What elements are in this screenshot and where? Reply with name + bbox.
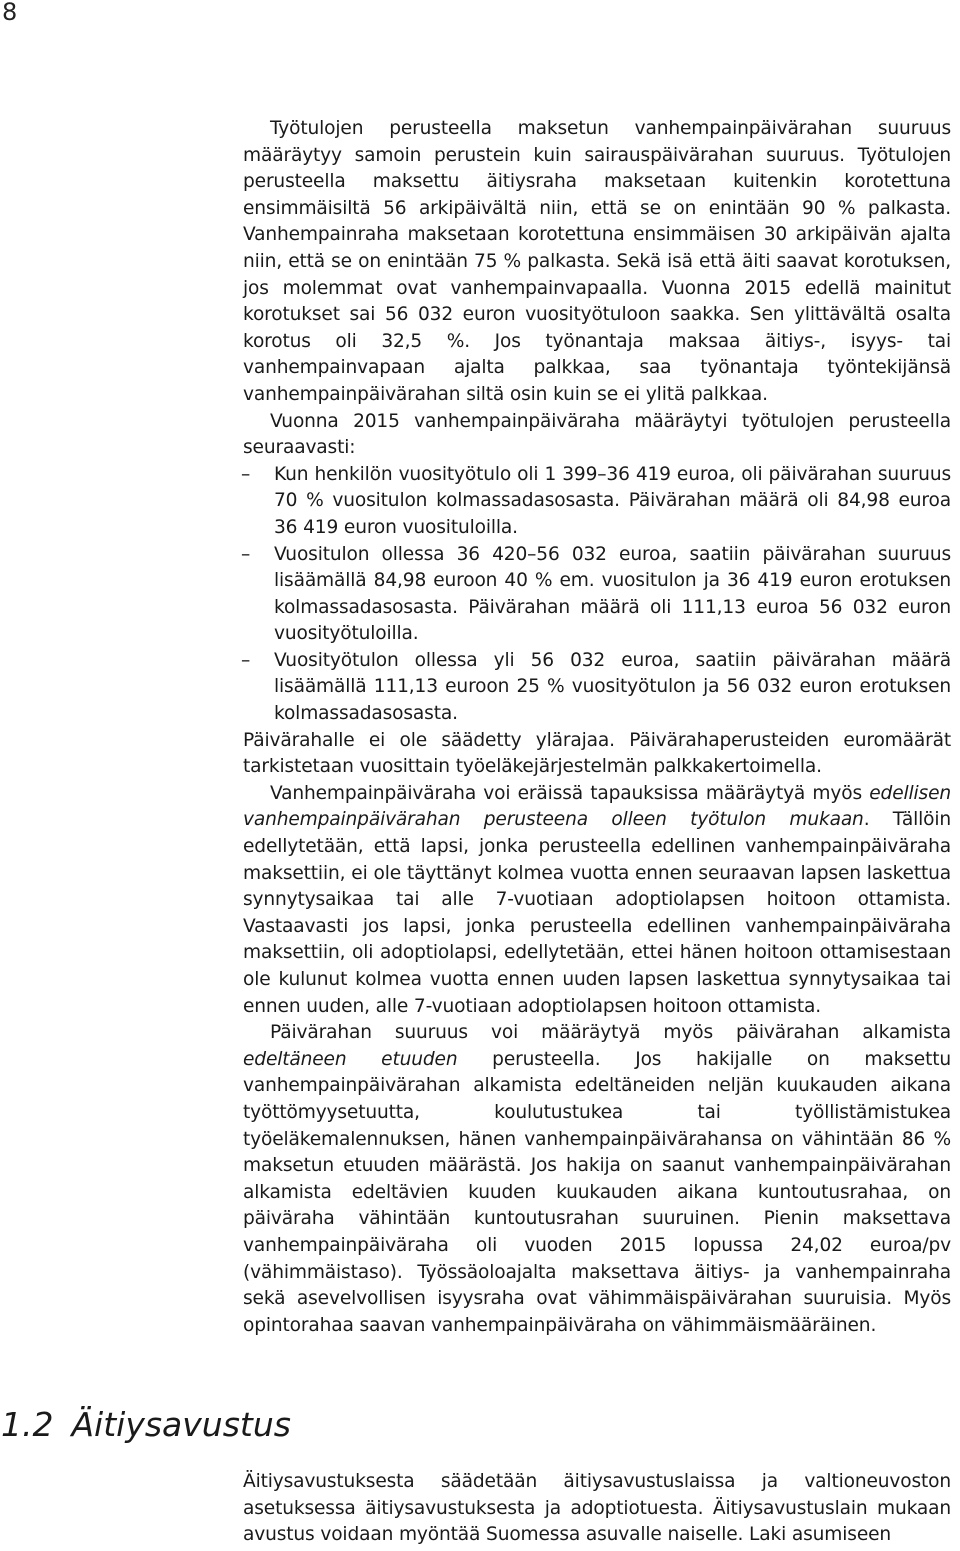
list-item-text: Kun henkilön vuosityötulo oli 1 399–36 419 euroa, oli päivärahan suuruus 70 % vuositulon kolmassadasosasta. Päivärahan määrä oli 84,98 euroa 36 419 euron vuosituloilla. <box>274 463 951 538</box>
paragraph-2015-determination: Vuonna 2015 vanhempainpäiväraha määräytyi työtulojen perusteella seuraavasti: <box>243 410 951 459</box>
emphasis-text: edeltäneen etuuden <box>243 1048 458 1070</box>
section-heading <box>1 1405 291 1444</box>
paragraph-text: Päivärahan suuruus voi määräytyä myös päivärahan alkamista <box>270 1022 951 1044</box>
section-title: Äitiysavustus <box>71 1405 291 1444</box>
paragraph-text: Vanhempainpäiväraha voi eräissä tapauksissa määräytyä myös <box>270 782 870 804</box>
page-number: 8 <box>2 0 18 26</box>
list-item <box>243 648 951 728</box>
paragraph-text: . Tällöin edellytetään, että lapsi, jonka perusteella edellinen vanhempainpäiväraha maksettiin, ei ole täyttänyt kolmea vuotta ennen seuraavan lapsen laskettua synnytysaikaa tai alle 7-vuotiaan adoptiolapsen hoitoon ottamista. Vastaavasti jos lapsi, jonka perusteella edellinen vanhempainpäiväraha maksettiin, oli adoptiolapsi, edellytetään, ettei hänen hoitoon ottamisestaan ole kulunut kolmea vuotta ennen uuden lapsen laskettua synnytysaikaa tai ennen uuden, alle 7-vuotiaan adoptiolapsen hoitoon ottamista. <box>243 809 951 1017</box>
paragraph-no-upper-limit: Päivärahalle ei ole säädetty ylärajaa. Päivärahaperusteiden euromäärät tarkistetaan vuosittain työeläkejärjestelmän palkkakertoimella. <box>243 729 951 778</box>
main-text-column <box>243 116 951 1339</box>
paragraph-previous-allowance-basis <box>243 781 951 1020</box>
list-item-text: Vuositulon ollessa 36 420–56 032 euroa, saatiin päivärahan suuruus lisäämällä 84,98 euroon 40 % em. vuositulon ja 36 419 euron erotuksen kolmassadasosasta. Päivärahan määrä oli 111,13 euroa 56 032 euron vuosityötuloilla. <box>274 543 951 645</box>
paragraph-maternity-grant: Äitiysavustuksesta säädetään äitiysavustuslaissa ja valtioneuvoston asetuksessa äitiysavustuksesta ja adoptiotuesta. Äitiysavustuslain mukaan avustus voidaan myöntää Suomessa asuvalle naiselle. Laki asumiseen <box>243 1471 951 1546</box>
list-dash: – <box>241 463 251 485</box>
income-brackets-list <box>243 462 951 728</box>
list-item-text: Vuosityötulon ollessa yli 56 032 euroa, saatiin päivärahan määrä lisäämällä 111,13 euroon 25 % vuosityötulon ja 56 032 euron erotuksen kolmassadasosasta. <box>274 649 951 725</box>
section-number: 1.2 <box>1 1405 54 1444</box>
list-dash: – <box>241 543 251 565</box>
emphasis-text: edellisen vanhempainpäivärahan perusteena olleen työtulon mukaan <box>243 782 951 831</box>
paragraph-preceding-benefit-basis <box>243 1020 951 1339</box>
section-text-column <box>243 1469 951 1549</box>
list-dash: – <box>241 649 251 671</box>
paragraph-text: perusteella. Jos hakijalle on maksettu vanhempainpäivärahan alkamista edeltäneiden neljän kuukauden aikana työttömyysetuutta, koulutustukea tai työllistämistukea työeläkemalennuksen, hänen vanhempainpäivärahansa on vähintään 86 % maksetun etuuden määrästä. Jos hakija on saanut vanhempainpäivärahan alkamista edeltävien kuuden kuukauden aikana kuntoutusrahaa, on päiväraha vähintään kuntoutusrahan suuruinen. Pienin maksettava vanhempainpäiväraha oli vuoden 2015 lopussa 24,02 euroa/pv (vähimmäistaso). Työssäoloajalta maksettava äitiys- ja vanhempainraha sekä asevelvollisen isyysraha ovat vähimmäispäivärahan suuruisia. Myös opintorahaa saavan vanhempainpäiväraha on vähimmäismääräinen. <box>243 1048 951 1336</box>
list-item <box>243 462 951 542</box>
paragraph-earnings-based-allowance: Työtulojen perusteella maksetun vanhempainpäivärahan suuruus määräytyy samoin perustein kuin sairauspäivärahan suuruus. Työtulojen perusteella maksettu äitiysraha maksetaan kuitenkin korotettuna ensimmäisiltä 56 arkipäivältä niin, että se on enintään 90 % palkasta. Vanhempainraha maksetaan korotettuna ensimmäisen 30 arkipäivän ajalta niin, että se on enintään 75 % palkasta. Sekä isä että äiti saavat korotuksen, jos molemmat ovat vanhempainvapaalla. Vuonna 2015 edellä mainitut korotukset sai 56 032 euron vuosityötuloon saakka. Sen ylittävältä osalta korotus oli 32,5 %. Jos työnantaja maksaa äitiys-, isyys- tai vanhempainvapaan ajalta palkkaa, saa työnantaja työntekijänsä vanhempainpäivärahan siltä osin kuin se ei ylitä palkkaa. <box>243 118 951 405</box>
list-item <box>243 542 951 648</box>
